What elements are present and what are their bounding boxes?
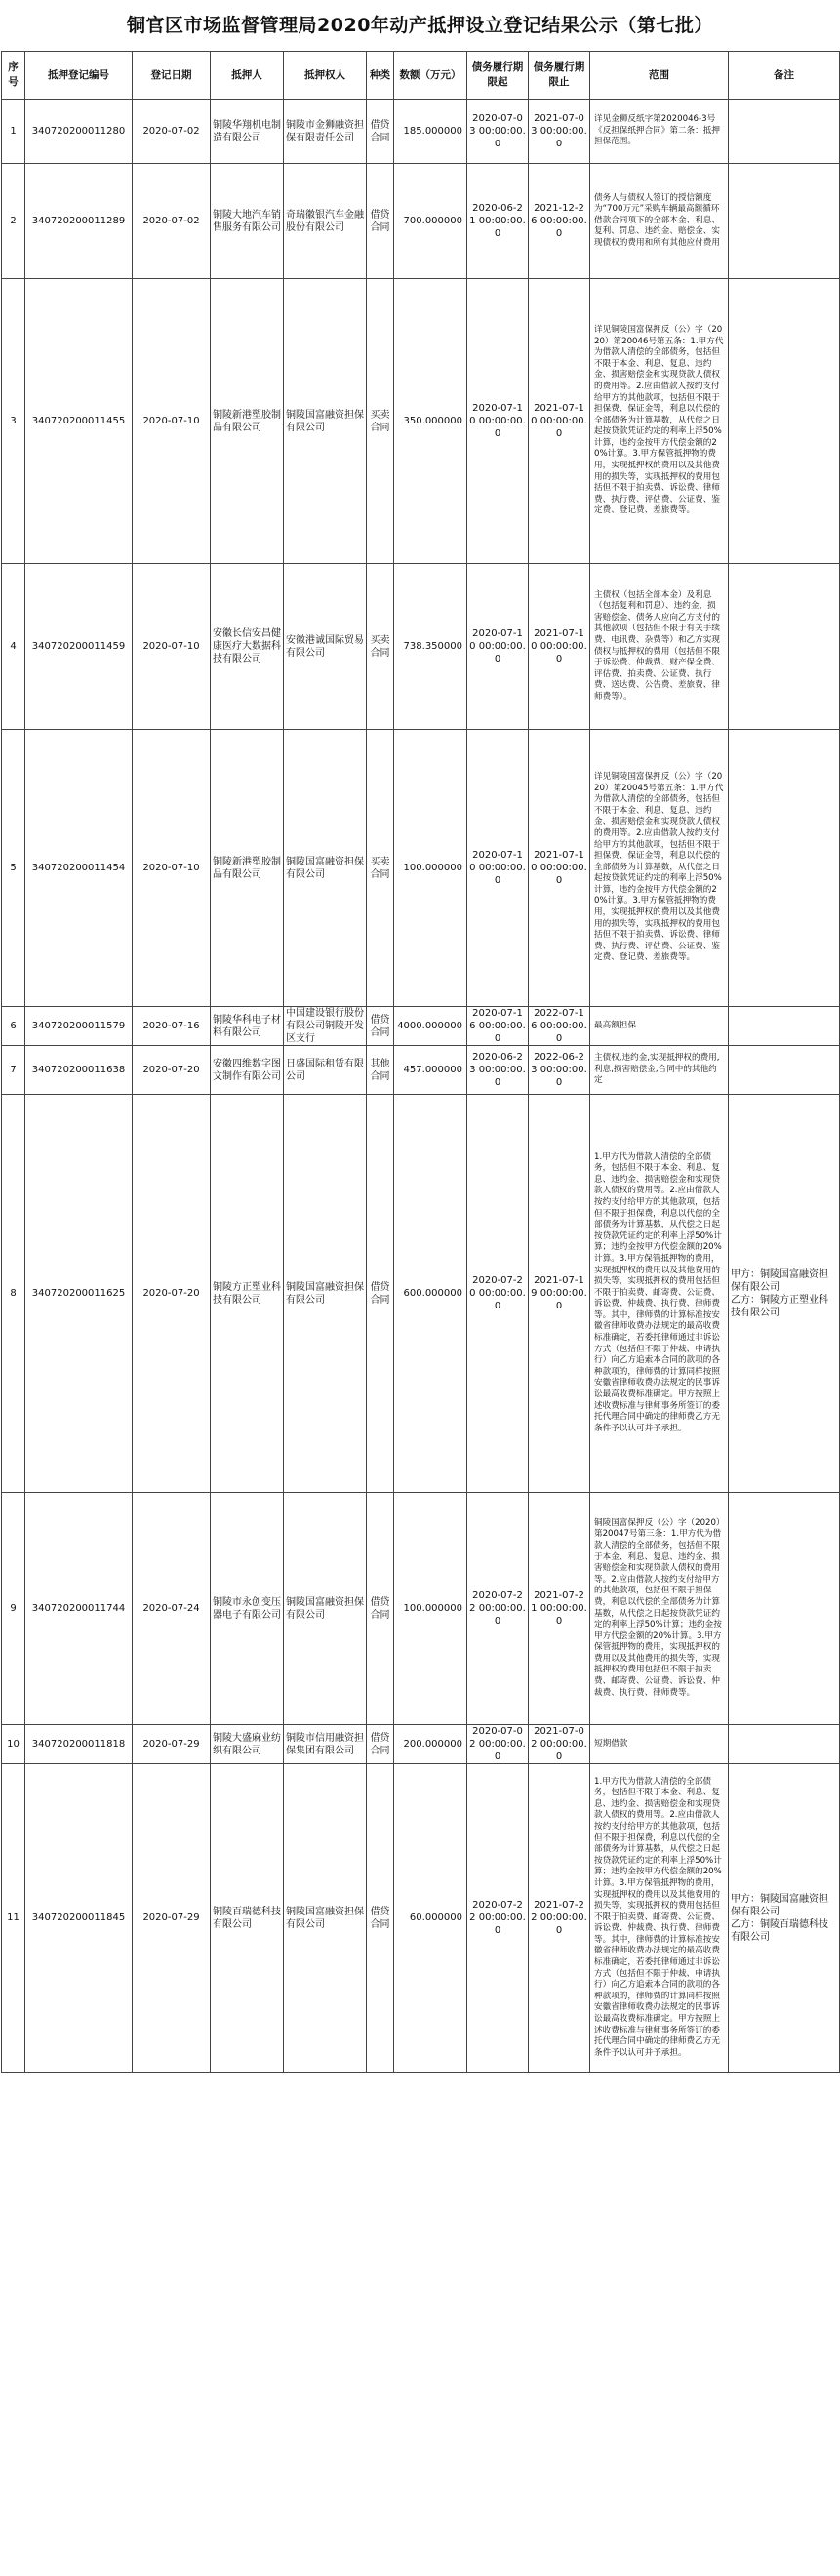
cell-mortgagee: 铜陵国富融资担保有限公司 bbox=[284, 1095, 367, 1493]
cell-reg-no: 340720200011579 bbox=[25, 1007, 133, 1046]
col-header-reg-date: 登记日期 bbox=[133, 52, 211, 100]
cell-amount: 457.000000 bbox=[394, 1046, 467, 1095]
cell-debt-start: 2020-07-16 00:00:00.0 bbox=[467, 1007, 529, 1046]
cell-scope: 铜陵国富保押反（公）字（2020）第20047号第三条：1.甲方代为借款人清偿的全部债务，包括但不限于本金、利息、复息、违约金、损害赔偿金和实现贷款人债权的费用等。2.应由借款人按约支付给甲方的其他款项，包括但不限于担保费，利息以代偿的全部债务为计算基数，从代偿之日起按贷款凭证约定的利率上浮50%计算；违约金按甲方代偿金额的20%计算。3.甲方保管抵押物的费用，实现抵押权的费用以及其他费用的损失等，实现抵押权的费用包括但不限于拍卖费、邮寄费、公证费、诉讼费、仲裁费、执行费、律师费等。 bbox=[590, 1493, 729, 1725]
col-header-mortgagee: 抵押权人 bbox=[284, 52, 367, 100]
cell-amount: 700.000000 bbox=[394, 164, 467, 279]
cell-debt-start: 2020-06-21 00:00:00.0 bbox=[467, 164, 529, 279]
cell-reg-date: 2020-07-29 bbox=[133, 1764, 211, 2073]
cell-amount: 100.000000 bbox=[394, 730, 467, 1007]
cell-reg-no: 340720200011744 bbox=[25, 1493, 133, 1725]
cell-remark: 甲方：铜陵国富融资担保有限公司 乙方：铜陵方正塑业科技有限公司 bbox=[729, 1095, 840, 1493]
cell-reg-no: 340720200011638 bbox=[25, 1046, 133, 1095]
cell-reg-date: 2020-07-20 bbox=[133, 1095, 211, 1493]
table-row bbox=[2, 730, 840, 1007]
cell-mortgagee: 铜陵市金狮融资担保有限责任公司 bbox=[284, 100, 367, 164]
cell-mortgagee: 铜陵国富融资担保有限公司 bbox=[284, 730, 367, 1007]
cell-debt-start: 2020-07-22 00:00:00.0 bbox=[467, 1764, 529, 2073]
cell-debt-start: 2020-07-03 00:00:00.0 bbox=[467, 100, 529, 164]
col-header-debt-end: 债务履行期限止 bbox=[529, 52, 590, 100]
cell-mortgagor: 铜陵新港塑胶制品有限公司 bbox=[211, 730, 284, 1007]
cell-scope: 详见铜陵国富保押反（公）字（2020）第20045号第五条：1.甲方代为借款人清偿的全部债务，包括但不限于本金、利息、复息、违约金、损害赔偿金和实现贷款人债权的费用等。2.应由借款人按约支付给甲方的其他款项，包括但不限于担保费、保证金等，利息以代偿的全部债务为计算基数，从代偿之日起按贷款凭证约定的利率上浮50%计算，违约金按甲方代偿金额的20%计算。3.甲方保管抵押物的费用，实现抵押权的费用以及其他费用的损失等，实现抵押权的费用包括但不限于拍卖费、诉讼费、律师费、执行费、评估费、公证费、鉴定费、登记费、差旅费等。 bbox=[590, 730, 729, 1007]
cell-mortgagor: 铜陵新港塑胶制品有限公司 bbox=[211, 279, 284, 564]
cell-type: 其他合同 bbox=[367, 1046, 394, 1095]
cell-debt-end: 2021-07-10 00:00:00.0 bbox=[529, 730, 590, 1007]
cell-reg-no: 340720200011280 bbox=[25, 100, 133, 164]
cell-mortgagee: 铜陵国富融资担保有限公司 bbox=[284, 1493, 367, 1725]
cell-mortgagee: 奇瑞徽银汽车金融股份有限公司 bbox=[284, 164, 367, 279]
cell-amount: 100.000000 bbox=[394, 1493, 467, 1725]
cell-debt-end: 2021-07-10 00:00:00.0 bbox=[529, 279, 590, 564]
cell-seq: 10 bbox=[2, 1725, 25, 1764]
cell-remark bbox=[729, 100, 840, 164]
cell-seq: 6 bbox=[2, 1007, 25, 1046]
cell-remark bbox=[729, 1007, 840, 1046]
cell-reg-date: 2020-07-29 bbox=[133, 1725, 211, 1764]
cell-mortgagor: 铜陵华翔机电制造有限公司 bbox=[211, 100, 284, 164]
cell-type: 借贷合同 bbox=[367, 1725, 394, 1764]
cell-remark bbox=[729, 279, 840, 564]
cell-mortgagor: 铜陵市永创变压器电子有限公司 bbox=[211, 1493, 284, 1725]
cell-reg-date: 2020-07-10 bbox=[133, 730, 211, 1007]
table-row bbox=[2, 1007, 840, 1046]
cell-scope: 最高额担保 bbox=[590, 1007, 729, 1046]
cell-mortgagee: 铜陵市信用融资担保集团有限公司 bbox=[284, 1725, 367, 1764]
cell-debt-start: 2020-07-20 00:00:00.0 bbox=[467, 1095, 529, 1493]
cell-mortgagee: 铜陵国富融资担保有限公司 bbox=[284, 1764, 367, 2073]
cell-mortgagee: 中国建设银行股份有限公司铜陵开发区支行 bbox=[284, 1007, 367, 1046]
cell-seq: 11 bbox=[2, 1764, 25, 2073]
cell-reg-date: 2020-07-10 bbox=[133, 564, 211, 730]
cell-reg-date: 2020-07-24 bbox=[133, 1493, 211, 1725]
cell-mortgagor: 铜陵大地汽车销售服务有限公司 bbox=[211, 164, 284, 279]
cell-mortgagee: 日盛国际租赁有限公司 bbox=[284, 1046, 367, 1095]
table-row bbox=[2, 279, 840, 564]
cell-remark bbox=[729, 164, 840, 279]
cell-debt-end: 2022-06-23 00:00:00.0 bbox=[529, 1046, 590, 1095]
cell-debt-start: 2020-07-22 00:00:00.0 bbox=[467, 1493, 529, 1725]
cell-debt-end: 2021-07-02 00:00:00.0 bbox=[529, 1725, 590, 1764]
cell-amount: 738.350000 bbox=[394, 564, 467, 730]
col-header-type: 种类 bbox=[367, 52, 394, 100]
cell-mortgagor: 安徽长信安昌健康医疗大数据科技有限公司 bbox=[211, 564, 284, 730]
table-row bbox=[2, 164, 840, 279]
col-header-mortgagor: 抵押人 bbox=[211, 52, 284, 100]
cell-scope: 详见金狮反纸字第2020046-3号《反担保纸押合同》第二条：抵押担保范围。 bbox=[590, 100, 729, 164]
table-row bbox=[2, 1493, 840, 1725]
cell-amount: 600.000000 bbox=[394, 1095, 467, 1493]
cell-type: 借贷合同 bbox=[367, 1493, 394, 1725]
col-header-seq: 序号 bbox=[2, 52, 25, 100]
cell-amount: 200.000000 bbox=[394, 1725, 467, 1764]
cell-type: 借贷合同 bbox=[367, 164, 394, 279]
cell-amount: 350.000000 bbox=[394, 279, 467, 564]
cell-reg-no: 340720200011455 bbox=[25, 279, 133, 564]
cell-remark bbox=[729, 1493, 840, 1725]
cell-scope: 短期借款 bbox=[590, 1725, 729, 1764]
cell-seq: 2 bbox=[2, 164, 25, 279]
cell-debt-end: 2021-07-19 00:00:00.0 bbox=[529, 1095, 590, 1493]
cell-debt-end: 2022-07-16 00:00:00.0 bbox=[529, 1007, 590, 1046]
cell-seq: 8 bbox=[2, 1095, 25, 1493]
table-header-row bbox=[2, 52, 840, 100]
cell-reg-date: 2020-07-02 bbox=[133, 100, 211, 164]
cell-reg-date: 2020-07-02 bbox=[133, 164, 211, 279]
col-header-scope: 范围 bbox=[590, 52, 729, 100]
cell-remark bbox=[729, 1725, 840, 1764]
cell-seq: 7 bbox=[2, 1046, 25, 1095]
cell-mortgagor: 铜陵方正塑业科技有限公司 bbox=[211, 1095, 284, 1493]
cell-type: 买卖合同 bbox=[367, 279, 394, 564]
cell-reg-no: 340720200011818 bbox=[25, 1725, 133, 1764]
cell-debt-end: 2021-07-21 00:00:00.0 bbox=[529, 1493, 590, 1725]
cell-type: 买卖合同 bbox=[367, 564, 394, 730]
cell-debt-start: 2020-07-10 00:00:00.0 bbox=[467, 730, 529, 1007]
col-header-reg-no: 抵押登记编号 bbox=[25, 52, 133, 100]
cell-seq: 1 bbox=[2, 100, 25, 164]
cell-reg-date: 2020-07-16 bbox=[133, 1007, 211, 1046]
cell-remark bbox=[729, 730, 840, 1007]
cell-remark bbox=[729, 1046, 840, 1095]
cell-reg-date: 2020-07-20 bbox=[133, 1046, 211, 1095]
cell-scope: 详见铜陵国富保押反（公）字（2020）第20046号第五条：1.甲方代为借款人清偿的全部债务，包括但不限于本金、利息、复息、违约金、损害赔偿金和实现贷款人债权的费用等。2.应由借款人按约支付给甲方的其他款项，包括但不限于担保费、保证金等，利息以代偿的全部债务为计算基数，从代偿之日起按贷款凭证约定的利率上浮50%计算，违约金按甲方代偿金额的20%计算。3.甲方保管抵押物的费用，实现抵押权的费用以及其他费用的损失等，实现抵押权的费用包括但不限于拍卖费、诉讼费、律师费、执行费、评估费、公证费、鉴定费、登记费、差旅费等。 bbox=[590, 279, 729, 564]
cell-debt-end: 2021-12-26 00:00:00.0 bbox=[529, 164, 590, 279]
cell-reg-no: 340720200011625 bbox=[25, 1095, 133, 1493]
col-header-debt-start: 债务履行期限起 bbox=[467, 52, 529, 100]
cell-scope: 主债权（包括全部本金）及利息（包括复利和罚息）、违约金、损害赔偿金、债务人应向乙方支付的其他款项（包括但不限于有关手续费、电讯费、杂费等）和乙方实现债权与抵押权的费用（包括但不限于诉讼费、仲裁费、财产保全费、评估费、拍卖费、公证费、执行费、送达费、公告费、差旅费、律师费等）。 bbox=[590, 564, 729, 730]
cell-seq: 3 bbox=[2, 279, 25, 564]
cell-mortgagee: 安徽港诚国际贸易有限公司 bbox=[284, 564, 367, 730]
cell-debt-start: 2020-07-10 00:00:00.0 bbox=[467, 279, 529, 564]
cell-mortgagor: 铜陵华科电子材料有限公司 bbox=[211, 1007, 284, 1046]
cell-mortgagor: 铜陵百瑞德科技有限公司 bbox=[211, 1764, 284, 2073]
cell-remark bbox=[729, 564, 840, 730]
cell-type: 借贷合同 bbox=[367, 100, 394, 164]
col-header-amount: 数额（万元） bbox=[394, 52, 467, 100]
cell-mortgagee: 铜陵国富融资担保有限公司 bbox=[284, 279, 367, 564]
cell-type: 借贷合同 bbox=[367, 1007, 394, 1046]
table-row bbox=[2, 100, 840, 164]
cell-reg-no: 340720200011459 bbox=[25, 564, 133, 730]
cell-mortgagor: 安徽四维数字图文制作有限公司 bbox=[211, 1046, 284, 1095]
cell-reg-date: 2020-07-10 bbox=[133, 279, 211, 564]
cell-reg-no: 340720200011454 bbox=[25, 730, 133, 1007]
table-row bbox=[2, 1095, 840, 1493]
cell-seq: 5 bbox=[2, 730, 25, 1007]
cell-remark: 甲方：铜陵国富融资担保有限公司 乙方：铜陵百瑞德科技有限公司 bbox=[729, 1764, 840, 2073]
cell-scope: 主债权,违约金,实现抵押权的费用,利息,损害赔偿金,合同中的其他约定 bbox=[590, 1046, 729, 1095]
cell-seq: 9 bbox=[2, 1493, 25, 1725]
cell-debt-start: 2020-06-23 00:00:00.0 bbox=[467, 1046, 529, 1095]
table-row bbox=[2, 1046, 840, 1095]
cell-seq: 4 bbox=[2, 564, 25, 730]
table-row bbox=[2, 1725, 840, 1764]
col-header-remark: 备注 bbox=[729, 52, 840, 100]
registration-table bbox=[1, 51, 840, 2073]
cell-amount: 60.000000 bbox=[394, 1764, 467, 2073]
cell-amount: 4000.000000 bbox=[394, 1007, 467, 1046]
cell-debt-end: 2021-07-10 00:00:00.0 bbox=[529, 564, 590, 730]
cell-debt-end: 2021-07-22 00:00:00.0 bbox=[529, 1764, 590, 2073]
cell-type: 买卖合同 bbox=[367, 730, 394, 1007]
table-row bbox=[2, 564, 840, 730]
cell-debt-start: 2020-07-10 00:00:00.0 bbox=[467, 564, 529, 730]
cell-type: 借贷合同 bbox=[367, 1095, 394, 1493]
cell-reg-no: 340720200011845 bbox=[25, 1764, 133, 2073]
cell-scope: 1.甲方代为借款人清偿的全部债务，包括但不限于本金、利息、复息、违约金、损害赔偿金和实现贷款人债权的费用等。2.应由借款人按约支付给甲方的其他款项，包括但不限于担保费，利息以代偿的全部债务为计算基数，从代偿之日起按贷款凭证约定的利率上浮50%计算；违约金按甲方代偿金额的20%计算。3.甲方保管抵押物的费用，实现抵押权的费用以及其他费用的损失等，实现抵押权的费用包括但不限于拍卖费、邮寄费、公证费、诉讼费、仲裁费、执行费、律师费等。其中，律师费的计算标准按安徽省律师收费办法规定的最高收费标准确定，若委托律师通过非诉讼方式（包括但不限于仲裁、申请执行）向乙方追索本合同的款项的各种款项的，律师费的计算同样按照安徽省律师收费办法规定的民事诉讼最高收费标准确定。甲方按照上述收费标准与律师事务所签订的委托代理合同中确定的律师费乙方无条件予以认可并予承担。 bbox=[590, 1764, 729, 2073]
cell-debt-start: 2020-07-02 00:00:00.0 bbox=[467, 1725, 529, 1764]
cell-scope: 1.甲方代为借款人清偿的全部债务，包括但不限于本金、利息、复息、违约金、损害赔偿金和实现贷款人债权的费用等。2.应由借款人按约支付给甲方的其他款项，包括但不限于担保费，利息以代偿的全部债务为计算基数，从代偿之日起按贷款凭证约定的利率上浮50%计算；违约金按甲方代偿金额的20%计算。3.甲方保管抵押物的费用，实现抵押权的费用以及其他费用的损失等，实现抵押权的费用包括但不限于拍卖费、邮寄费、公证费、诉讼费、仲裁费、执行费、律师费等。其中，律师费的计算标准按安徽省律师收费办法规定的最高收费标准确定，若委托律师通过非诉讼方式（包括但不限于仲裁、申请执行）向乙方追索本合同的款项的各种款项的，律师费的计算同样按照安徽省律师收费办法规定的民事诉讼最高收费标准确定。甲方按照上述收费标准与律师事务所签订的委托代理合同中确定的律师费乙方无条件予以认可并予承担。 bbox=[590, 1095, 729, 1493]
table-row bbox=[2, 1764, 840, 2073]
cell-type: 借贷合同 bbox=[367, 1764, 394, 2073]
cell-scope: 债务人与债权人签订的授信额度为“700万元”采购车辆最高额循环借款合同项下的全部本金、利息、复利、罚息、违约金、赔偿金、实现债权的费用和所有其他应付费用 bbox=[590, 164, 729, 279]
cell-debt-end: 2021-07-03 00:00:00.0 bbox=[529, 100, 590, 164]
cell-amount: 185.000000 bbox=[394, 100, 467, 164]
cell-mortgagor: 铜陵大盛麻业纺织有限公司 bbox=[211, 1725, 284, 1764]
cell-reg-no: 340720200011289 bbox=[25, 164, 133, 279]
page-title: 铜官区市场监督管理局2020年动产抵押设立登记结果公示（第七批） bbox=[127, 15, 713, 36]
